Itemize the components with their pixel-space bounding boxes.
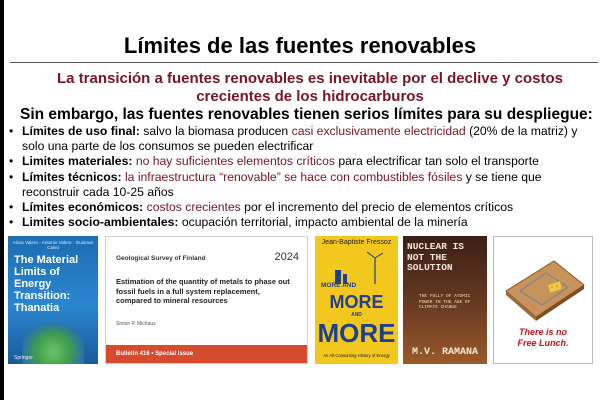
list-item — [8, 215, 593, 230]
bullet-text: salvo la biomasa producen — [139, 124, 292, 138]
book-cover-nuclear — [403, 236, 487, 364]
cover-organization: Geological Survey of Finland — [116, 255, 206, 262]
cover-author: Jean-Baptiste Fressoz — [321, 239, 392, 246]
report-cover-gtk — [105, 236, 308, 364]
cover-footer-band: Bulletin 416 • Special Issue — [106, 345, 307, 363]
mousetrap-icon — [502, 251, 586, 323]
list-item — [8, 170, 593, 200]
cover-title-small: MORE AND — [321, 282, 357, 289]
bullet-text: ocupación territorial, impacto ambiental de la minería — [178, 215, 468, 230]
list-item — [8, 124, 593, 154]
bullet-highlight: no hay suficientes elementos críticos — [135, 154, 335, 169]
limits-list — [8, 124, 593, 230]
bullet-heading: Límites económicos: — [22, 200, 144, 215]
book-cover-more-and-more — [315, 236, 398, 364]
caption-line: Free Lunch. — [517, 338, 569, 348]
bullet-highlight: casi exclusivamente electricidad — [291, 124, 466, 138]
bullet-highlight: costos crecientes — [146, 200, 241, 215]
cover-title-big: MORE — [317, 318, 396, 348]
cover-year: 2024 — [274, 251, 299, 263]
lead-sentence: Sin embargo, las fuentes renovables tienen serios límites para su despliegue: — [20, 106, 593, 123]
bullet-heading: Limites socio-ambientales: — [22, 215, 179, 230]
slide-title: Límites de las fuentes renovables — [123, 33, 477, 58]
cover-caption — [494, 327, 592, 349]
cover-title: The Material Limits of Energy Transition: Thanatia — [14, 254, 79, 314]
cover-author: M.V. RAMANA — [411, 347, 478, 358]
cover-title: Estimation of the quantity of metals to phase out fossil fuels in a full system replacement, compared to mineral resources — [116, 277, 290, 305]
bullet-text: por el incremento del precio de elementos críticos — [240, 200, 514, 215]
book-covers-row — [0, 236, 600, 366]
caption-line: There is no — [518, 327, 567, 337]
cover-title-big: MORE — [329, 292, 384, 312]
image-mousetrap — [493, 236, 593, 364]
title-divider — [10, 62, 598, 63]
cover-authors: Alicia Valero · Antonio Valero · Guiomar Calvo — [12, 240, 94, 250]
cover-author: Simon P. Michaux — [116, 321, 156, 327]
book-cover-thanatia — [8, 236, 98, 364]
cover-title: NUCLEAR IS NOT THE SOLUTION — [407, 241, 465, 273]
bullet-text: y se tiene que reconstruir cada 10-25 años — [22, 169, 542, 199]
publisher-logo: Springer — [14, 355, 33, 361]
bullet-text: para electrificar tan solo el transporte — [334, 154, 539, 169]
thesis-statement: La transición a fuentes renovables es inevitable por el declive y costos crecientes de los hidrocarburos — [56, 70, 564, 105]
bullet-heading: Limites materiales: — [22, 154, 133, 169]
bullet-text: (20% de la matriz) y solo una parte de los consumos se pueden electrificar — [22, 124, 578, 154]
bullet-heading: Límites de uso final: — [22, 124, 140, 138]
list-item — [8, 154, 593, 169]
bullet-heading: Límites técnicos: — [22, 169, 122, 184]
list-item — [8, 200, 593, 215]
cover-title-and: AND — [351, 312, 362, 318]
cover-subtitle: THE FOLLY OF ATOMIC POWER IN THE AGE OF CLIMATE CHANGE — [419, 294, 471, 310]
bullet-highlight: la infraestructura “renovable” se hace con combustibles fósiles — [124, 169, 463, 184]
cover-subtitle: An All-Consuming History of Energy — [323, 353, 390, 358]
